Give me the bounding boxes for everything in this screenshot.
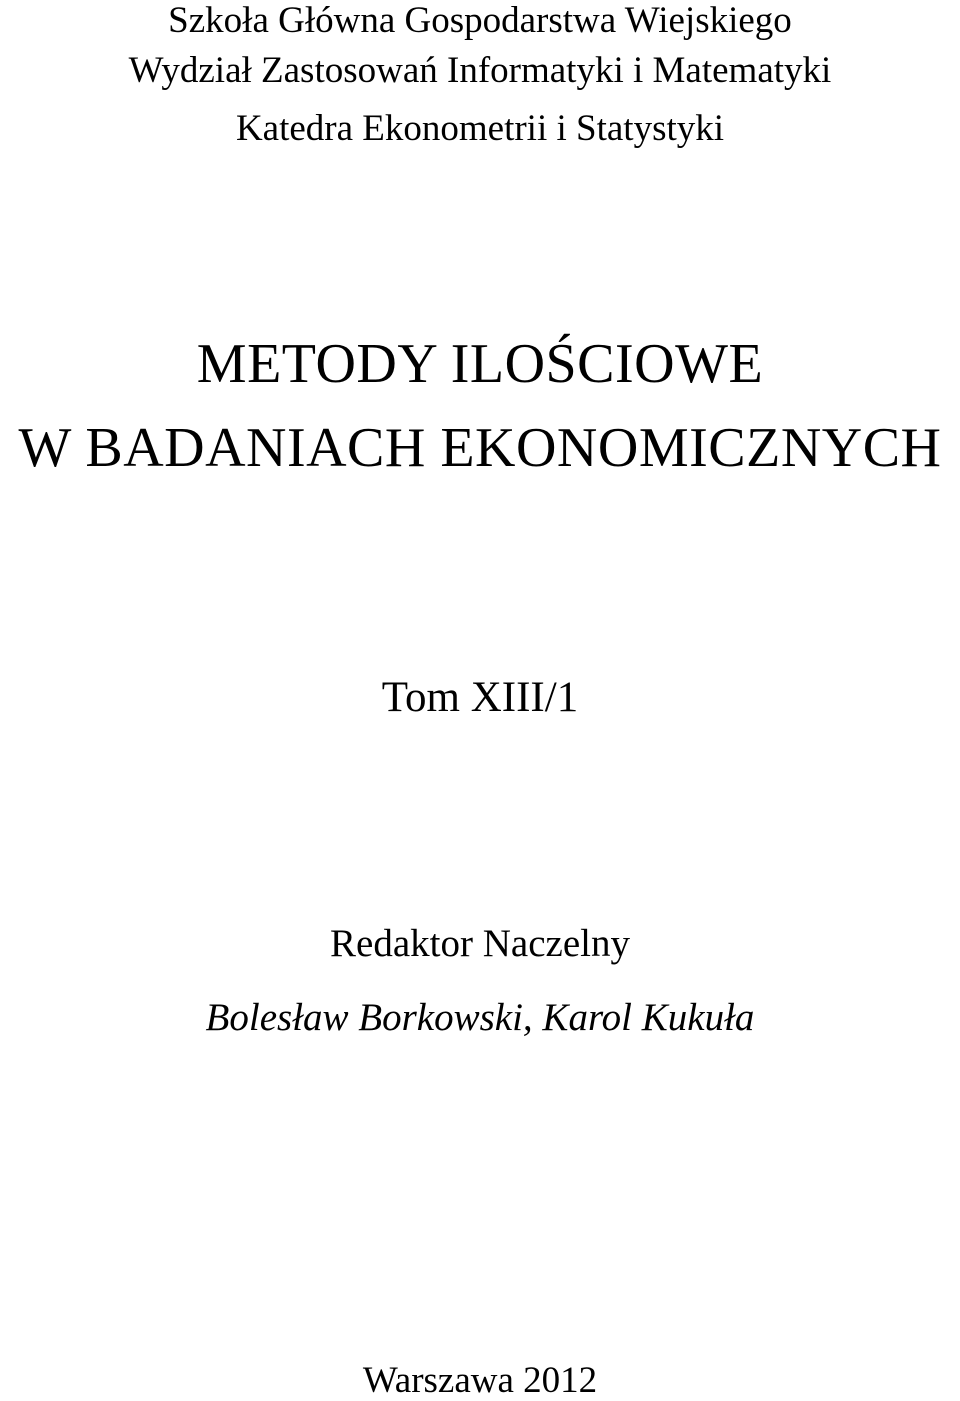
volume-number: Tom XIII/1 — [381, 674, 579, 721]
faculty-name: Wydział Zastosowań Informatyki i Matematyki — [128, 50, 832, 91]
department-name: Katedra Ekonometrii i Statystyki — [235, 108, 725, 149]
editor-label: Redaktor Naczelny — [330, 922, 630, 965]
editor-names: Bolesław Borkowski, Karol Kukuła — [205, 996, 755, 1039]
title-line-1: METODY ILOŚCIOWE — [196, 333, 764, 395]
title-line-2: W BADANIACH EKONOMICZNYCH — [18, 417, 942, 479]
university-name: Szkoła Główna Gospodarstwa Wiejskiego — [168, 0, 792, 41]
place-and-year: Warszawa 2012 — [362, 1360, 598, 1401]
